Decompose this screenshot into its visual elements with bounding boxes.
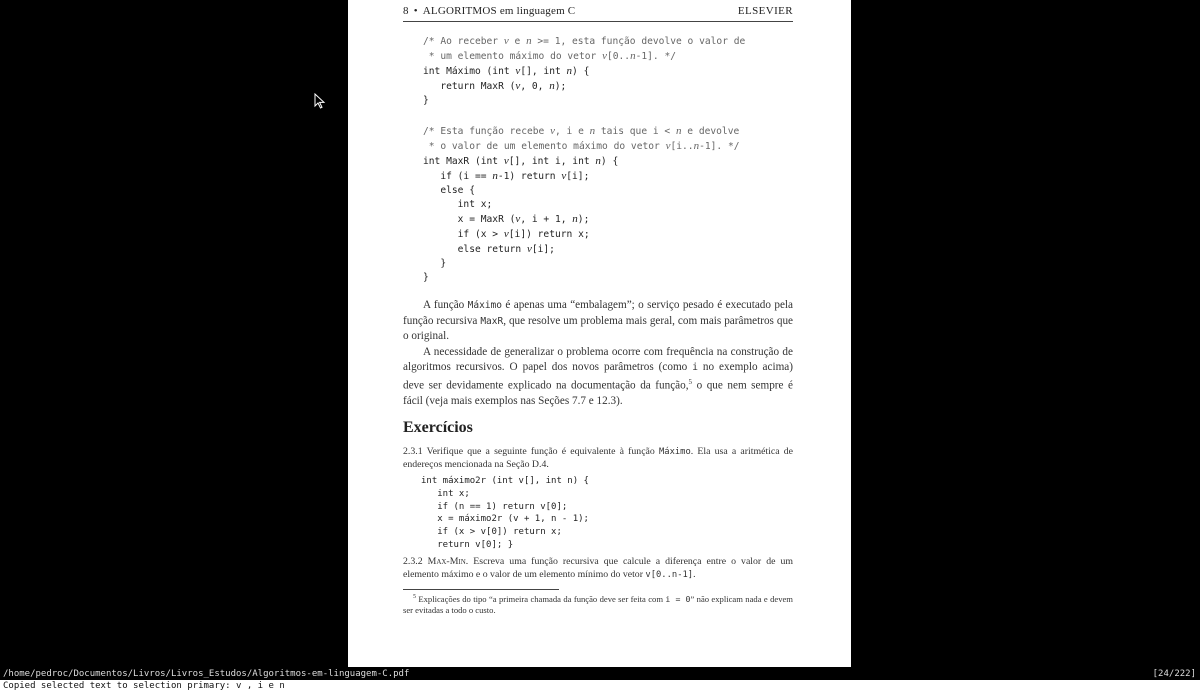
code-line: } [423, 258, 447, 269]
file-path: /home/pedroc/Documentos/Livros/Livros_Estudos/Algoritmos-em-linguagem-C.pdf [3, 669, 410, 679]
code-line: else { [423, 185, 475, 196]
code-line: int x; [423, 199, 493, 210]
section-title: Exercícios [403, 419, 473, 436]
message-bar [0, 680, 1200, 692]
code-block-maximo [423, 34, 745, 108]
mouse-pointer-icon [314, 93, 326, 109]
code-comment: /* Esta função recebe v, i e n tais que i < n e devolve * o valor de um elemento máximo do vetor v[i..n-1]. */ [423, 125, 740, 152]
status-bar [0, 668, 1200, 680]
code-line: if (x > v[0]) return x; [421, 527, 562, 538]
code-line: return v[0]; } [421, 539, 514, 550]
code-line: else return v[i]; [423, 243, 555, 255]
code-line: if (n == 1) return v[0]; [421, 501, 568, 512]
status-message: Copied selected text to selection primary: v , i e n [3, 681, 285, 691]
page-header [403, 5, 793, 21]
header-left [403, 5, 575, 17]
pdf-page[interactable] [348, 0, 851, 667]
code-line: int x; [421, 488, 470, 499]
code-line: } [423, 95, 429, 106]
footnote: $^5$ Explicações do tipo “a primeira chamada da função deve ser feita com i = 0” não explicam nada e devem ser evitadas a todo o custo. [403, 593, 793, 616]
paragraph-2: A necessidade de generalizar o problema ocorre com frequência na construção de algoritmos recursivos. O papel dos novos parâmetros (como i no exemplo acima) deve ser devidamente explicado na documentação da função,$^5$ o que nem sempre é fácil (veja mais exemplos nas Seções 7.7 e 12.3). [403, 346, 793, 407]
exercise-code [421, 475, 589, 552]
code-line: } [423, 272, 429, 283]
code-line: x = máximo2r (v + 1, n - 1); [421, 514, 589, 525]
code-block-maxr [423, 124, 740, 285]
footnote-rule [403, 589, 559, 590]
book-title: ALGORITMOS em linguagem C [422, 5, 576, 17]
code-line: return MaxR (v, 0, n); [423, 80, 567, 92]
code-line: int máximo2r (int v[], int n) { [421, 476, 589, 486]
publisher: ELSEVIER [737, 5, 793, 17]
paragraph-1: A função Máximo é apenas uma “embalagem”; o serviço pesado é executado pela função recursiva MaxR, que resolve um problema mais geral, com mais parâmetros que o original. [403, 299, 793, 343]
code-line: x = MaxR (v, i + 1, n); [423, 213, 590, 225]
exercise-2-3-1: 2.3.1 Verifique que a seguinte função é equivalente à função Máximo. Ela usa a aritmética de endereços mencionada na Seção D.4. [403, 446, 793, 470]
code-line: if (x > v[i]) return x; [423, 228, 590, 240]
page-number: 8 [403, 5, 409, 17]
code-line: if (i == n-1) return v[i]; [423, 170, 590, 182]
bullet: • [413, 5, 418, 17]
code-line: int Máximo (int v[], int n) { [423, 65, 590, 77]
code-comment: /* Ao receber v e n >= 1, esta função devolve o valor de * um elemento máximo do vetor v[0..n-1]. */ [423, 35, 746, 62]
exercise-2-3-2: 2.3.2 Max-Min. Escreva uma função recursiva que calcule a diferença entre o valor de um elemento máximo e o valor de um elemento mínimo do vetor v[0..n-1]. [403, 556, 793, 580]
header-rule [403, 21, 793, 22]
page-indicator: [24/222] [1152, 669, 1196, 679]
code-line: int MaxR (int v[], int i, int n) { [423, 155, 619, 167]
